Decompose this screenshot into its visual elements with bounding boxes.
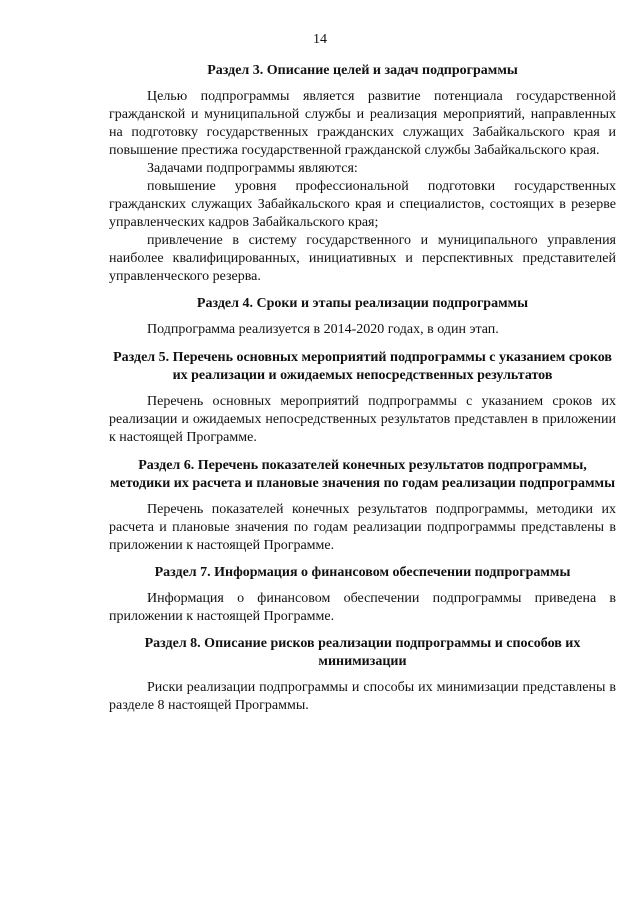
section-7-title: Раздел 7. Информация о финансовом обеспечении подпрограммы <box>154 565 571 580</box>
section-4-paragraph: Подпрограмма реализуется в 2014-2020 годах, в один этап. <box>147 322 499 337</box>
section-3-title: Раздел 3. Описание целей и задач подпрограммы <box>207 63 518 78</box>
section-8-paragraph: Риски реализации подпрограммы и способы их минимизации представлены в разделе 8 настоящей Программы. <box>109 680 616 713</box>
section-4-title: Раздел 4. Сроки и этапы реализации подпрограммы <box>196 296 529 311</box>
section-6-paragraph: Перечень показателей конечных результатов подпрограммы, методики их расчета и плановые значения по годам реализации подпрограммы представлены в приложении к настоящей Программе. <box>109 502 616 553</box>
section-8-title: Раздел 8. Описание рисков реализации подпрограммы и способов их минимизации <box>144 636 581 669</box>
section-3-paragraph-2: Задачами подпрограммы являются: <box>147 161 358 176</box>
section-3-paragraph-1: Целью подпрограммы является развитие потенциала государственной гражданской и муниципальной службы и реализация мероприятий, направленных на подготовку государственных гражданских служащих Забайкальского края и повышение престижа государственной гражданской службы Забайкальского края. <box>109 89 616 158</box>
section-3-paragraph-3: повышение уровня профессиональной подготовки государственных гражданских служащих Забайкальского края и специалистов, состоящих в резерве управленческих кадров Забайкальского края; <box>109 179 616 230</box>
section-6-title: Раздел 6. Перечень показателей конечных результатов подпрограммы, методики их расчета и плановые значения по годам реализации подпрограммы <box>109 458 616 491</box>
page-number: 14 <box>313 32 327 47</box>
section-3-paragraph-4: привлечение в систему государственного и муниципального управления наиболее квалифицированных, инициативных и перспективных представителей управленческого резерва. <box>109 233 616 284</box>
section-7-paragraph: Информация о финансовом обеспечении подпрограммы приведена в приложении к настоящей Программе. <box>109 591 616 624</box>
section-5-title: Раздел 5. Перечень основных мероприятий подпрограммы с указанием сроков их реализации и ожидаемых непосредственных результатов <box>113 350 612 383</box>
section-5-paragraph: Перечень основных мероприятий подпрограммы с указанием сроков их реализации и ожидаемых непосредственных результатов представлен в приложении к настоящей Программе. <box>109 394 616 445</box>
document-body <box>109 62 616 715</box>
